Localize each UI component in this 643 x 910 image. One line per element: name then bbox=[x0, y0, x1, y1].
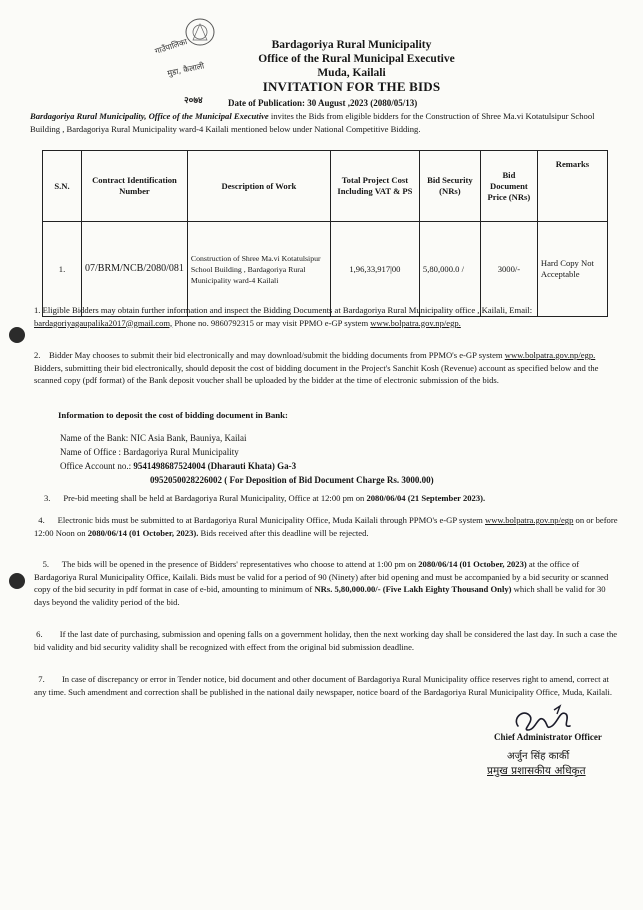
account-note: ( For Deposition of Bid Document Charge Rs. 3000.00) bbox=[222, 475, 434, 485]
punch-hole-bottom bbox=[9, 573, 25, 589]
row-remarks: Hard Copy Not Acceptable bbox=[537, 222, 607, 317]
clause-4-text-a: Electronic bids must be submitted to at Bardagoriya Rural Municipality Office, Muda Kailali through PPMO's e-GP system bbox=[57, 515, 485, 525]
row-contract-id: 07/BRM/NCB/2080/081 bbox=[82, 222, 188, 317]
signatory-name: अर्जुन सिंह कार्की bbox=[507, 751, 570, 762]
row-cost: 1,96,33,917|00 bbox=[330, 222, 419, 317]
publication-date: Date of Publication: 30 August ,2023 (2080/05/13) bbox=[228, 98, 418, 108]
row-sn: 1. bbox=[43, 222, 82, 317]
municipality-name: Bardagoriya Rural Municipality bbox=[271, 39, 432, 51]
row-price: 3000/- bbox=[480, 222, 537, 317]
clause-1-number: 1. bbox=[34, 305, 41, 315]
office-location: Muda, Kailali bbox=[317, 67, 386, 79]
clause-3-number: 3. bbox=[44, 493, 51, 503]
office-name-line: Name of Office : Bardagoriya Rural Municipality bbox=[60, 447, 239, 457]
header-cost: Total Project Cost Including VAT & PS bbox=[330, 151, 419, 222]
account-number: 9541498687524004 (Dharauti Khata) Ga-3 bbox=[133, 461, 297, 471]
clause-6 bbox=[34, 628, 619, 653]
intro-paragraph bbox=[30, 110, 610, 135]
contact-email[interactable]: bardagoriyagaupalika2017@gmail.com, bbox=[34, 317, 173, 328]
clause-6-text: If the last date of purchasing, submission and opening falls on a government holiday, then the next working day shall be considered the last day. In such a case the bid validity and bid security validity shall be recognized with effect from the original bid submission deadline. bbox=[34, 629, 618, 652]
clause-2-number: 2. bbox=[34, 350, 41, 360]
clause-1-text-b: Phone no. 9860792315 or may visit PPMO e-GP system bbox=[172, 317, 371, 328]
bid-security-amount: NRs. 5,80,000.00/- (Five Lakh Eighty Thousand Only) bbox=[314, 584, 512, 594]
bank-info-heading: Information to deposit the cost of bidding document in Bank: bbox=[58, 410, 288, 420]
account-line bbox=[60, 459, 296, 473]
clause-3-text: Pre-bid meeting shall be held at Bardagoriya Rural Municipality, Office at 12:00 pm on bbox=[63, 493, 367, 503]
header-security: Bid Security (NRs) bbox=[419, 151, 480, 222]
clause-6-number: 6. bbox=[36, 629, 43, 639]
clause-5-text-b: at the office of Bardagoriya Rural Municipality Office, Kailali. Bids must be valid for a period of 90 (Ninety) after bid opening and must be accompanied by a bid security or scanned copy of the bid security in pdf format in case of e-bid, amounting to minimum of bbox=[34, 559, 609, 594]
header-description: Description of Work bbox=[187, 151, 330, 222]
clause-5-number: 5. bbox=[42, 559, 50, 569]
clause-5-text-c: which shall be valid for 30 days beyond the validity period of the bid. bbox=[34, 584, 606, 607]
clause-5 bbox=[34, 558, 619, 608]
prebid-date: 2080/06/04 (21 September 2023). bbox=[366, 493, 486, 503]
office-name: Office of the Rural Municipal Executive bbox=[258, 53, 455, 65]
header-contract-id: Contract Identification Number bbox=[82, 151, 188, 222]
seal-year: २०७४ bbox=[184, 96, 203, 106]
row-security: 5,80,000.0 / bbox=[419, 222, 480, 317]
account-number-2: 0952050028226002 bbox=[150, 475, 222, 485]
clause-2 bbox=[34, 349, 619, 387]
opening-date: 2080/06/14 (01 October, 2023) bbox=[418, 559, 527, 569]
egp-link-2[interactable]: www.bolpatra.gov.np/egp. bbox=[504, 350, 596, 360]
clause-7-text: In case of discrepancy or error in Tender notice, bid document and other document of Bardagoriya Rural Municipality office reserves right to amend, correct at any time. Such amendment and correction shall be published in the national daily newspaper, notice board of the Bardagoriya Rural Municipality Office, Muda, Kailali. bbox=[34, 674, 612, 697]
submission-date: 2080/06/14 (01 October, 2023). bbox=[87, 527, 199, 538]
clause-7-number: 7. bbox=[38, 674, 45, 684]
table-header-row bbox=[43, 151, 608, 222]
seal-text-2: मुडा, कैलाली bbox=[166, 61, 205, 78]
punch-hole-top bbox=[9, 327, 25, 343]
seal-text-1: गाउँपालिका bbox=[153, 37, 189, 56]
signatory-title: Chief Administrator Officer bbox=[494, 732, 602, 742]
clause-7 bbox=[34, 673, 619, 698]
notice-title: INVITATION FOR THE BIDS bbox=[262, 79, 441, 94]
clause-4 bbox=[34, 514, 619, 539]
account-label: Office Account no.: bbox=[60, 461, 134, 471]
clause-1 bbox=[34, 304, 619, 329]
clause-1-text-a: Eligible Bidders may obtain further information and inspect the Bidding Documents at Bardagoriya Rural Municipality office , Kailali, Email: bbox=[42, 305, 533, 315]
notice-header bbox=[0, 38, 643, 94]
table-row bbox=[43, 222, 608, 317]
account-line-2 bbox=[150, 473, 434, 487]
header-price: Bid Document Price (NRs) bbox=[480, 151, 537, 222]
egp-link-1[interactable]: www.bolpatra.gov.np/egp. bbox=[370, 317, 461, 328]
header-sn: S.N. bbox=[43, 151, 82, 222]
header-remarks: Remarks bbox=[537, 151, 607, 222]
clause-4-text-b: on or before 12:00 Noon on bbox=[34, 515, 618, 538]
intro-text: invites the Bids from eligible bidders for the Construction of Shree Ma.vi Kotatulsipur School Building , Bardagoriya Rural Municipality ward-4 Kailali mentioned below under National Competitive Bidding. bbox=[30, 111, 595, 134]
bank-name: Name of the Bank: NIC Asia Bank, Bauniya, Kailai bbox=[60, 433, 247, 443]
clause-4-text-c: Bids received after this deadline will be rejected. bbox=[198, 527, 369, 538]
clause-2-text-b: Bidders, submitting their bid electronically, should deposit the cost of bidding document in the Project's Sanchit Kosh (Revenue) account as specified below and the scanned copy (pdf format) of the Bank deposit voucher shall be uploaded by the bidder at the time of electronic submission of the bids. bbox=[34, 362, 599, 385]
row-description: Construction of Shree Ma.vi Kotatulsipur School Building , Bardagoriya Rural Municipality ward-4 Kailali bbox=[187, 222, 330, 317]
bid-table bbox=[42, 150, 608, 317]
clause-5-text-a: The bids will be opened in the presence of Bidders' representatives who choose to attend at 1:00 pm on bbox=[61, 559, 419, 569]
clause-2-text-a: Bidder May chooses to submit their bid electronically and may download/submit the bidding documents from PPMO's e-GP system bbox=[49, 350, 505, 360]
egp-link-3[interactable]: www.bolpatra.gov.np/egp bbox=[485, 515, 574, 525]
intro-lead: Bardagoriya Rural Municipality, Office of the Municipal Executive bbox=[30, 111, 269, 121]
clause-4-number: 4. bbox=[38, 515, 45, 525]
clause-3 bbox=[44, 492, 619, 505]
signatory-role: प्रमुख प्रशासकीय अधिकृत bbox=[487, 765, 586, 777]
